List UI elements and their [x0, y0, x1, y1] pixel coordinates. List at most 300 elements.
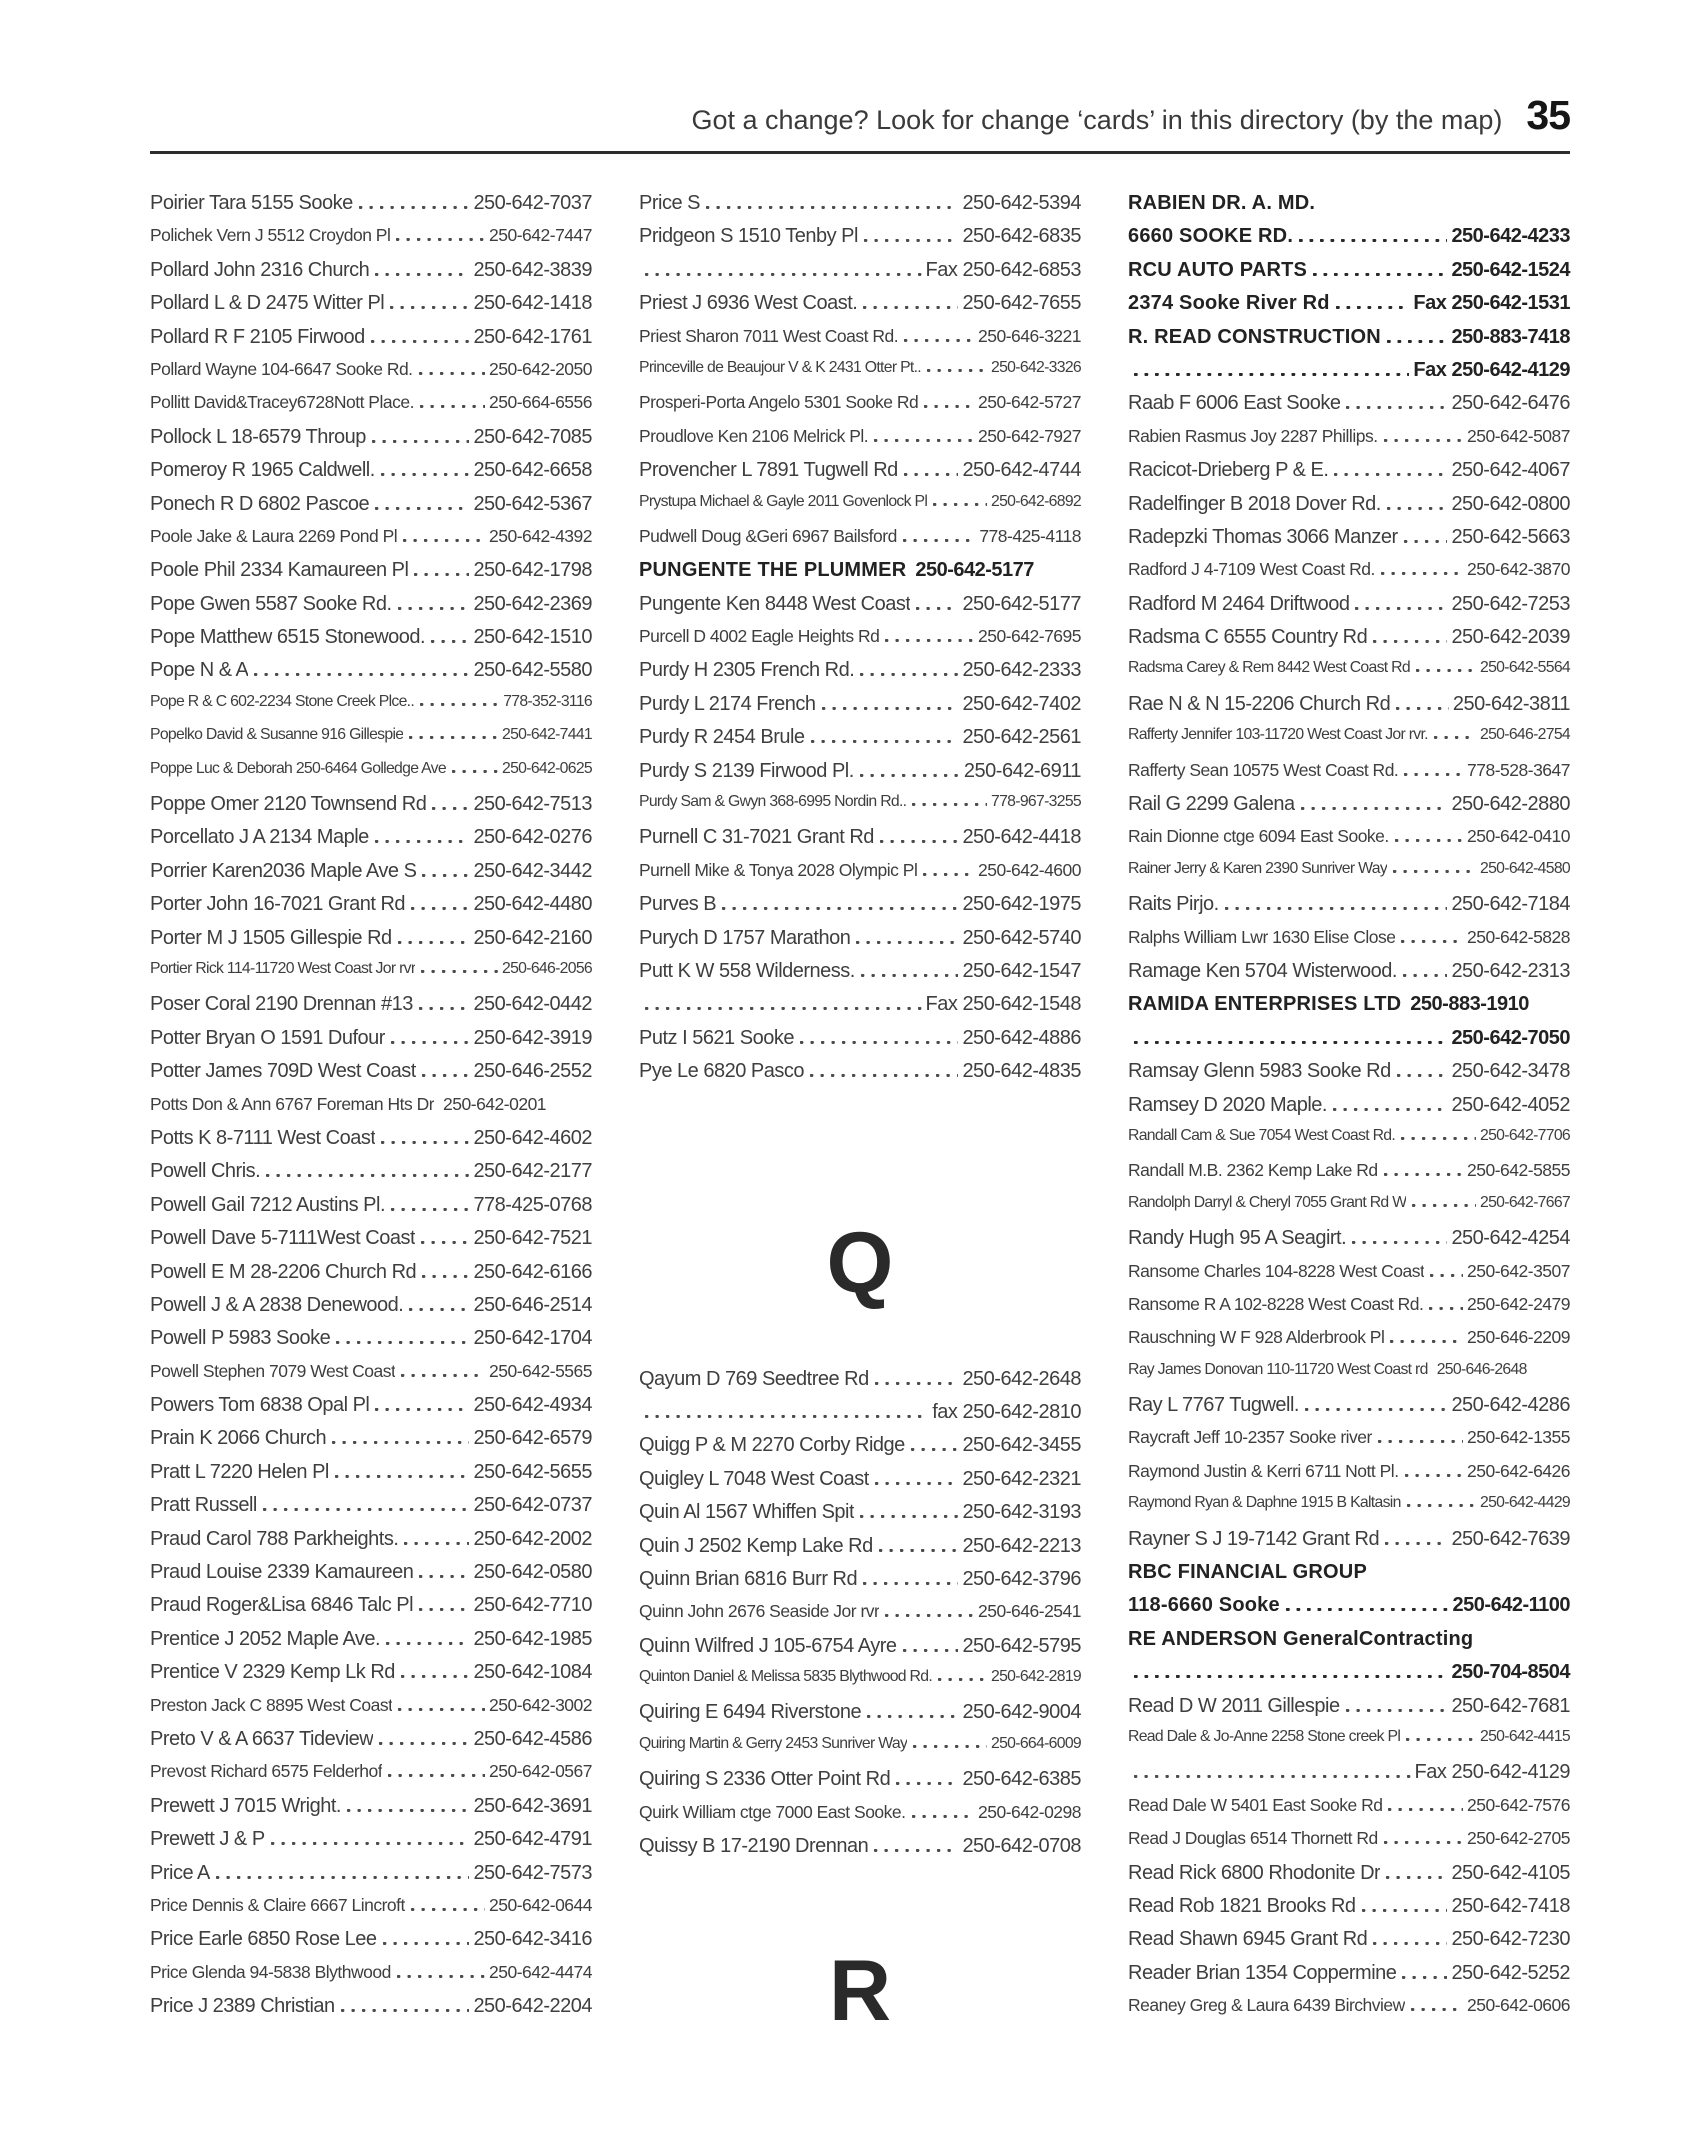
entry-phone: 250-646-2754 — [1480, 726, 1570, 744]
entry-name: Poole Phil 2334 Kamaureen Pl — [150, 559, 409, 582]
entry-phone: 250-642-3416 — [473, 1928, 592, 1951]
directory-entry — [1128, 1394, 1570, 1427]
entry-phone: 250-642-6476 — [1451, 392, 1570, 415]
entry-name: Prentice V 2329 Kemp Lk Rd — [150, 1661, 395, 1684]
dot-leader — [1355, 607, 1447, 610]
directory-entry — [150, 1027, 592, 1060]
entry-name: Quiring Martin & Gerry 2453 Sunriver Way — [639, 1734, 908, 1752]
directory-entry — [150, 793, 592, 826]
dot-leader — [381, 1141, 469, 1144]
directory-entry — [150, 826, 592, 859]
entry-phone: 250-646-2056 — [502, 959, 592, 977]
entry-phone: 250-642-4934 — [473, 1394, 592, 1417]
directory-entry — [639, 726, 1081, 759]
dot-leader — [874, 1849, 958, 1852]
directory-entry — [150, 1194, 592, 1227]
dot-leader — [403, 539, 485, 542]
dot-leader — [912, 803, 987, 806]
directory-entry — [639, 1635, 1081, 1668]
dot-leader — [1286, 1608, 1449, 1611]
directory-entry — [639, 860, 1081, 893]
directory-entry — [1128, 1661, 1570, 1694]
entry-phone: 250-642-7085 — [473, 425, 592, 448]
dot-leader — [860, 673, 958, 676]
entry-name: RABIEN DR. A. MD. — [1128, 192, 1316, 214]
dot-leader — [431, 640, 469, 643]
entry-name: Portier Rick 114-11720 West Coast Jor rvr — [150, 959, 416, 977]
entry-phone: 250-642-5795 — [962, 1634, 1081, 1657]
entry-name: Read Rob 1821 Brooks Rd — [1128, 1894, 1356, 1917]
dot-leader — [1395, 839, 1463, 842]
directory-entry — [1128, 1695, 1570, 1728]
dot-leader — [1396, 707, 1449, 710]
entry-phone: 250-642-3002 — [489, 1694, 592, 1715]
dot-leader — [419, 1575, 469, 1578]
entry-phone: 250-642-0567 — [489, 1761, 592, 1782]
entry-name: Quiring S 2336 Otter Point Rd — [639, 1768, 891, 1791]
directory-entry — [1128, 1628, 1570, 1661]
entry-name: Rainer Jerry & Karen 2390 Sunriver Way — [1128, 859, 1388, 877]
entry-name: Randy Hugh 95 A Seagirt. — [1128, 1227, 1347, 1250]
entry-phone: 250-642-4415 — [1480, 1727, 1570, 1745]
directory-entry — [150, 1895, 592, 1928]
entry-name: Priest J 6936 West Coast. — [639, 292, 858, 315]
entry-phone: 250-642-4586 — [473, 1727, 592, 1750]
entry-name: Purnell Mike & Tonya 2028 Olympic Pl — [639, 859, 918, 880]
entry-phone: 250-642-7447 — [489, 225, 592, 246]
entry-name: Prewett J & P — [150, 1828, 265, 1851]
dot-leader — [861, 974, 959, 977]
entry-name: Randolph Darryl & Cheryl 7055 Grant Rd W — [1128, 1193, 1407, 1211]
entry-name: Pope Gwen 5587 Sooke Rd. — [150, 592, 392, 615]
entry-phone: 250-642-5727 — [978, 392, 1081, 413]
entry-phone: 250-642-7050 — [1451, 1026, 1570, 1049]
entry-name: Rafferty Jennifer 103-11720 West Coast Jor rvr. — [1128, 726, 1428, 744]
entry-phone: 250-642-2333 — [962, 659, 1081, 682]
entry-name: Racicot-Drieberg P & E. — [1128, 459, 1329, 482]
dot-leader — [1301, 807, 1448, 810]
entry-phone: 250-642-4286 — [1451, 1394, 1570, 1417]
dot-leader — [1397, 1074, 1448, 1077]
dot-leader — [422, 1074, 470, 1077]
dot-leader — [1407, 1504, 1476, 1507]
entry-phone: 250-642-7402 — [962, 692, 1081, 715]
entry-name: Rayner S J 19-7142 Grant Rd — [1128, 1527, 1380, 1550]
directory-entry — [1128, 1862, 1570, 1895]
directory-entry — [150, 1561, 592, 1594]
entry-name: Pollard John 2316 Church — [150, 258, 370, 281]
entry-name: Read J Douglas 6514 Thornett Rd — [1128, 1828, 1378, 1849]
directory-entry — [150, 726, 592, 759]
entry-phone: 250-642-2819 — [991, 1668, 1081, 1686]
directory-entry — [150, 225, 592, 258]
entry-name: Porcellato J A 2134 Maple — [150, 826, 369, 849]
entry-phone: 250-646-3221 — [978, 325, 1081, 346]
dot-leader — [216, 1876, 470, 1879]
entry-name: Price Earle 6850 Rose Lee — [150, 1928, 377, 1951]
entry-phone: 250-642-0644 — [489, 1894, 592, 1915]
dot-leader — [422, 874, 469, 877]
dot-leader — [375, 1408, 469, 1411]
dot-leader — [1305, 1408, 1447, 1411]
entry-name: Raymond Ryan & Daphne 1915 B Kaltasin — [1128, 1494, 1401, 1512]
entry-name: Quin J 2502 Kemp Lake Rd — [639, 1534, 873, 1557]
dot-leader — [1386, 1876, 1447, 1879]
directory-entry — [1128, 726, 1570, 759]
directory-entry — [150, 292, 592, 325]
entry-phone: 250-642-6658 — [473, 459, 592, 482]
entry-name: Read Dale & Jo-Anne 2258 Stone creek Pl — [1128, 1727, 1401, 1745]
dot-leader — [1387, 340, 1448, 343]
entry-name: Read D W 2011 Gillespie — [1128, 1694, 1340, 1717]
entry-name: Powell Dave 5-7111West Coast — [150, 1227, 416, 1250]
dot-leader — [896, 1782, 958, 1785]
entry-phone: 250-646-2514 — [473, 1293, 592, 1316]
directory-entry — [1128, 593, 1570, 626]
directory-entry — [639, 893, 1081, 926]
page-number: 35 — [1526, 92, 1570, 138]
entry-name: Purnell C 31-7021 Grant Rd — [639, 826, 874, 849]
header-rule — [150, 151, 1570, 154]
directory-entry — [639, 927, 1081, 960]
entry-phone: 250-642-7706 — [1480, 1126, 1570, 1144]
dot-leader — [379, 1742, 469, 1745]
entry-name: Powell P 5983 Sooke — [150, 1327, 331, 1350]
directory-entry — [639, 1735, 1081, 1768]
entry-name: Purdy R 2454 Brule — [639, 726, 805, 749]
directory-entry — [1128, 1361, 1570, 1394]
dot-leader — [1336, 306, 1410, 309]
dot-leader — [1390, 1340, 1463, 1343]
directory-entry — [1128, 459, 1570, 492]
dot-leader — [1346, 1709, 1448, 1712]
dot-leader — [1134, 1775, 1411, 1778]
entry-name: Radford M 2464 Driftwood — [1128, 592, 1350, 615]
entry-name: Reader Brian 1354 Coppermine — [1128, 1961, 1397, 1984]
entry-name: Potter Bryan O 1591 Dufour — [150, 1026, 385, 1049]
entry-name: Porter John 16-7021 Grant Rd — [150, 893, 406, 916]
page-header — [150, 92, 1570, 139]
entry-name: Pye Le 6820 Pasco — [639, 1060, 804, 1083]
entry-phone: 250-642-5655 — [473, 1460, 592, 1483]
entry-name: Prentice J 2052 Maple Ave. — [150, 1627, 381, 1650]
directory-entry — [1128, 1194, 1570, 1227]
entry-phone: Fax 250-642-1548 — [925, 993, 1081, 1016]
directory-entry — [1128, 826, 1570, 859]
dot-leader — [1384, 1841, 1463, 1844]
entry-name: Praud Carol 788 Parkheights. — [150, 1527, 399, 1550]
directory-entry — [1128, 559, 1570, 592]
entry-name: Popelko David & Susanne 916 Gillespie — [150, 726, 404, 744]
entry-name: Pope R & C 602-2234 Stone Creek Plce.. — [150, 692, 415, 710]
entry-name: Ray L 7767 Tugwell. — [1128, 1394, 1299, 1417]
entry-name: Ransome R A 102-8228 West Coast Rd. — [1128, 1293, 1424, 1314]
dot-leader — [383, 1942, 470, 1945]
directory-entry — [639, 1027, 1081, 1060]
directory-entry — [639, 1768, 1081, 1801]
dot-leader — [390, 306, 469, 309]
directory-entry — [639, 1568, 1081, 1601]
entry-name: Ramage Ken 5704 Wisterwood. — [1128, 959, 1397, 982]
directory-entry — [150, 1828, 592, 1861]
entry-phone: Fax 250-642-1531 — [1413, 292, 1570, 315]
entry-name: Poppe Omer 2120 Townsend Rd — [150, 793, 427, 816]
entry-name: Rauschning W F 928 Alderbrook Pl — [1128, 1327, 1385, 1348]
entry-name: Read Dale W 5401 East Sooke Rd — [1128, 1794, 1383, 1815]
directory-entry — [639, 493, 1081, 526]
directory-entry — [1128, 1427, 1570, 1460]
entry-name: Quissy B 17-2190 Drennan — [639, 1835, 869, 1858]
dot-leader — [863, 1582, 958, 1585]
directory-entry — [150, 626, 592, 659]
entry-phone: 250-664-6009 — [991, 1734, 1081, 1752]
entry-name: Purdy L 2174 French — [639, 692, 816, 715]
entry-name: Ransome Charles 104-8228 West Coast — [1128, 1260, 1425, 1281]
entry-name: Putz I 5621 Sooke — [639, 1026, 794, 1049]
entry-name: Purych D 1757 Marathon — [639, 926, 851, 949]
entry-name: Priest Sharon 7011 West Coast Rd. — [639, 325, 899, 346]
directory-entry — [150, 893, 592, 926]
dot-leader — [421, 1241, 469, 1244]
directory-entry — [150, 359, 592, 392]
directory-entry — [1128, 927, 1570, 960]
entry-phone: 250-642-7418 — [1451, 1894, 1570, 1917]
entry-name: Quinn John 2676 Seaside Jor rvr — [639, 1601, 880, 1622]
dot-leader — [1134, 373, 1409, 376]
entry-phone: 250-642-3507 — [1467, 1260, 1570, 1281]
entry-name: RE ANDERSON GeneralContracting — [1128, 1627, 1474, 1650]
entry-name: RAMIDA ENTERPRISES LTD — [1128, 993, 1402, 1016]
entry-phone: 250-642-2880 — [1451, 793, 1570, 816]
entry-name: Potts K 8-7111 West Coast — [150, 1126, 376, 1149]
entry-phone: 250-642-4835 — [962, 1060, 1081, 1083]
directory-entry — [1128, 960, 1570, 993]
dot-leader — [420, 405, 485, 408]
dot-leader — [1430, 1274, 1463, 1277]
dot-leader — [1411, 2008, 1463, 2011]
directory-entry — [1128, 693, 1570, 726]
directory-entry — [639, 459, 1081, 492]
dot-leader — [1406, 1738, 1476, 1741]
dot-leader — [938, 1678, 987, 1681]
dot-leader — [856, 941, 958, 944]
directory-entry — [150, 1628, 592, 1661]
directory-entry — [150, 1728, 592, 1761]
entry-phone: 250-664-6556 — [489, 392, 592, 413]
entry-phone: 250-642-1100 — [1452, 1594, 1570, 1617]
dot-leader — [1387, 507, 1448, 510]
entry-phone: 250-642-5177 — [962, 592, 1081, 615]
dot-leader — [401, 1374, 485, 1377]
entry-phone: 250-642-5663 — [1451, 525, 1570, 548]
directory-entry — [639, 526, 1081, 559]
entry-phone: 250-642-4886 — [962, 1026, 1081, 1049]
dot-leader — [332, 1441, 469, 1444]
dot-leader — [409, 1308, 469, 1311]
directory-column-2 — [639, 192, 1081, 2040]
dot-leader — [398, 1708, 485, 1711]
entry-name: Price J 2389 Christian — [150, 1995, 335, 2018]
entry-phone: 250-642-4254 — [1451, 1227, 1570, 1250]
dot-leader — [800, 1041, 958, 1044]
directory-entry — [150, 493, 592, 526]
entry-phone: 250-642-1761 — [473, 325, 592, 348]
dot-leader — [401, 1675, 470, 1678]
dot-leader — [810, 1074, 958, 1077]
dot-leader — [432, 807, 469, 810]
entry-phone: 250-642-2313 — [1451, 959, 1570, 982]
entry-name: Pope Matthew 6515 Stonewood. — [150, 626, 426, 649]
entry-name: Powell Stephen 7079 West Coast — [150, 1360, 396, 1381]
entry-phone: 250-642-5828 — [1467, 926, 1570, 947]
entry-name: Radepzki Thomas 3066 Manzer — [1128, 525, 1398, 548]
dot-leader — [381, 473, 470, 476]
dot-leader — [1134, 1041, 1447, 1044]
directory-entry — [639, 1501, 1081, 1534]
entry-name: Powell J & A 2838 Denewood. — [150, 1293, 404, 1316]
directory-entry — [1128, 1060, 1570, 1093]
directory-entry — [639, 1601, 1081, 1634]
entry-name: Quirk William ctge 7000 East Sooke. — [639, 1801, 906, 1822]
dot-leader — [1134, 1675, 1447, 1678]
entry-name: Quinn Wilfred J 105-6754 Ayre — [639, 1634, 897, 1657]
entry-name: Prevost Richard 6575 Felderhof — [150, 1761, 383, 1782]
directory-entry — [639, 426, 1081, 459]
dot-leader — [875, 1482, 959, 1485]
dot-leader — [927, 369, 987, 372]
entry-phone: 250-642-6911 — [963, 759, 1081, 782]
entry-phone: 250-704-8504 — [1451, 1661, 1570, 1684]
dot-leader — [347, 1809, 469, 1812]
directory-entry — [639, 1468, 1081, 1501]
dot-leader — [1412, 1204, 1476, 1207]
dot-leader — [903, 539, 975, 542]
entry-name: Quinn Brian 6816 Burr Rd — [639, 1567, 858, 1590]
directory-entry — [1128, 1494, 1570, 1527]
directory-entry — [150, 1494, 592, 1527]
directory-entry — [1128, 626, 1570, 659]
directory-entry — [1128, 1261, 1570, 1294]
entry-phone: 250-646-2541 — [978, 1601, 1081, 1622]
entry-name: Provencher L 7891 Tugwell Rd — [639, 459, 898, 482]
dot-leader — [1373, 640, 1447, 643]
entry-phone: 250-642-7710 — [473, 1594, 592, 1617]
entry-name: Pollock L 18-6579 Throup — [150, 425, 366, 448]
entry-phone: 250-642-6579 — [473, 1427, 592, 1450]
directory-entry — [1128, 392, 1570, 425]
directory-entry — [1128, 493, 1570, 526]
entry-phone: 250-642-2050 — [489, 358, 592, 379]
entry-name: Purdy S 2139 Firwood Pl. — [639, 759, 854, 782]
directory-entry — [150, 1094, 592, 1127]
directory-entry — [150, 1060, 592, 1093]
dot-leader — [1362, 1909, 1448, 1912]
entry-name: Potter James 709D West Coast — [150, 1060, 416, 1083]
entry-name: PUNGENTE THE PLUMMER — [639, 559, 907, 582]
directory-entry — [639, 626, 1081, 659]
dot-leader — [419, 372, 485, 375]
entry-name: Quin Al 1567 Whiffen Spit — [639, 1501, 855, 1524]
directory-entry — [150, 1261, 592, 1294]
entry-phone: 250-642-6426 — [1467, 1460, 1570, 1481]
dot-leader — [396, 238, 485, 241]
entry-phone: 250-642-3811 — [1452, 692, 1570, 715]
entry-name: Ray James Donovan 110-11720 West Coast rd — [1128, 1360, 1428, 1378]
directory-entry — [639, 693, 1081, 726]
directory-entry — [1128, 760, 1570, 793]
entry-name: Ramsay Glenn 5983 Sooke Rd — [1128, 1060, 1391, 1083]
entry-phone: 250-642-1547 — [962, 959, 1081, 982]
dot-leader — [645, 273, 922, 276]
dot-leader — [1334, 473, 1447, 476]
directory-entry — [150, 659, 592, 692]
directory-entry — [150, 1427, 592, 1460]
entry-phone: 250-642-7695 — [978, 626, 1081, 647]
entry-phone: 250-642-1524 — [1451, 258, 1570, 281]
dot-leader — [419, 1608, 469, 1611]
entry-name: Praud Roger&Lisa 6846 Talc Pl — [150, 1594, 414, 1617]
entry-name: Radelfinger B 2018 Dover Rd. — [1128, 492, 1381, 515]
directory-entry — [1128, 1728, 1570, 1761]
entry-name: Price A — [150, 1861, 210, 1884]
entry-name: Ralphs William Lwr 1630 Elise Close — [1128, 926, 1396, 947]
dot-leader — [1401, 1137, 1476, 1140]
directory-entry — [1128, 1094, 1570, 1127]
entry-phone: 250-642-0298 — [978, 1801, 1081, 1822]
dot-leader — [388, 1774, 485, 1777]
directory-column-1 — [150, 192, 592, 2034]
directory-entry — [150, 1862, 592, 1895]
dot-leader — [266, 1174, 469, 1177]
directory-entry — [1128, 1795, 1570, 1828]
directory-entry — [1128, 326, 1570, 359]
entry-name: Prewett J 7015 Wright. — [150, 1794, 341, 1817]
dot-leader — [1404, 540, 1448, 543]
dot-leader — [875, 1382, 959, 1385]
directory-entry — [150, 960, 592, 993]
entry-phone: 250-642-5394 — [962, 192, 1081, 214]
directory-entry — [1128, 1294, 1570, 1327]
directory-entry — [150, 426, 592, 459]
dot-leader — [411, 1908, 485, 1911]
entry-name: Powell Chris. — [150, 1160, 261, 1183]
entry-phone: 250-642-4791 — [473, 1828, 592, 1851]
directory-entry — [1128, 359, 1570, 392]
directory-entry — [150, 326, 592, 359]
directory-entry — [639, 993, 1081, 1026]
dot-leader — [1402, 1976, 1447, 1979]
dot-leader — [1299, 239, 1447, 242]
entry-name: Pollitt David&Tracey6728Nott Place. — [150, 392, 414, 413]
dot-leader — [1393, 870, 1476, 873]
entry-name: Preto V & A 6637 Tideview — [150, 1727, 374, 1750]
entry-phone: 250-642-7441 — [502, 726, 592, 744]
dot-leader — [271, 1842, 470, 1845]
dot-leader — [391, 1208, 469, 1211]
entry-name: Prosperi-Porta Angelo 5301 Sooke Rd — [639, 392, 919, 413]
entry-phone: 250-642-4580 — [1480, 859, 1570, 877]
entry-phone: 778-967-3255 — [991, 793, 1081, 811]
entry-phone: 250-642-7184 — [1451, 893, 1570, 916]
directory-entry — [150, 1661, 592, 1694]
entry-name: Reaney Greg & Laura 6439 Birchview — [1128, 1995, 1405, 2016]
entry-phone: 250-642-4418 — [962, 826, 1081, 849]
entry-phone: 250-642-7927 — [978, 425, 1081, 446]
entry-name: Radsma C 6555 Country Rd — [1128, 626, 1368, 649]
entry-phone: 250-646-2552 — [473, 1060, 592, 1083]
entry-phone: 250-642-0442 — [473, 993, 592, 1016]
entry-phone: 250-642-7667 — [1480, 1193, 1570, 1211]
